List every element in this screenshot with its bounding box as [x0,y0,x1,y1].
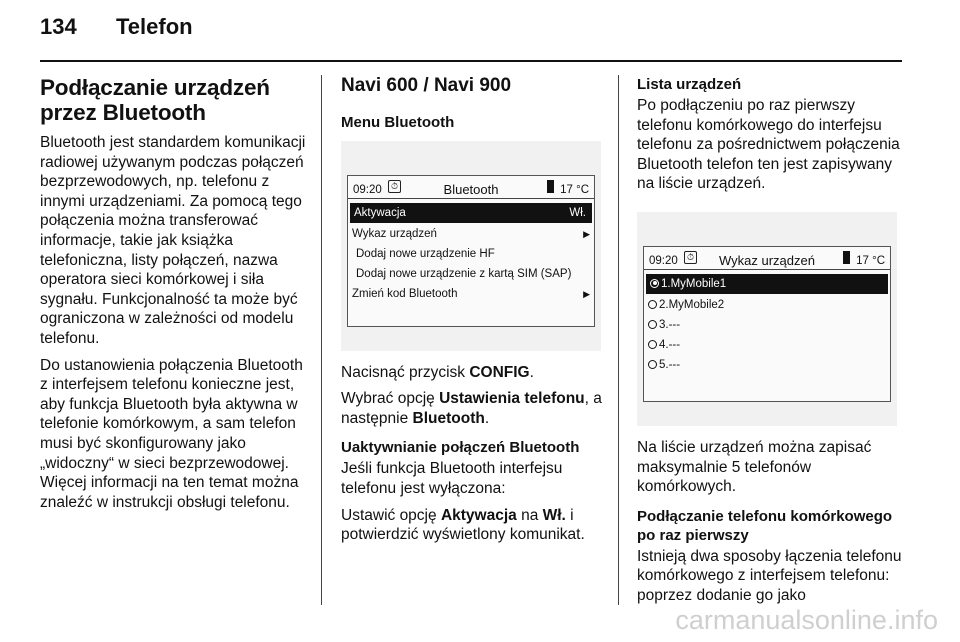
clock-icon: ⏱ [388,180,401,193]
menu-item-device-list [348,224,594,244]
lcd-display [643,246,891,402]
radio-icon [648,320,657,329]
device-item-5: 5.--- [644,355,890,375]
column-divider-1 [321,75,322,605]
instruction-config: Nacisnąć przycisk CONFIG. [341,363,534,381]
menu-item-label: Dodaj nowe urządzenie z kartą SIM (SAP) [356,267,572,280]
menu-item-label: Aktywacja [354,206,406,219]
activate-heading: Uaktywnianie połączeń Bluetooth [341,439,580,457]
bluetooth-menu-screenshot [341,141,601,351]
lcd-temperature: 17 °C [560,183,589,196]
device-item-3: 3.--- [644,315,890,335]
header-rule [40,60,902,62]
lcd-display [347,175,595,327]
phone-icon [843,251,850,264]
chevron-right-icon: ▶ [583,228,590,239]
menu-item-label: Zmień kod Bluetooth [352,287,458,300]
device-item-4: 4.--- [644,335,890,355]
navi-title: Navi 600 / Navi 900 [341,75,512,96]
column-1 [40,75,310,519]
page-number: 134 [40,14,77,39]
device-list-screenshot [637,212,897,426]
lcd-header [348,176,594,199]
bluetooth-intro-paragraph: Bluetooth jest standardem komunikacji radiowej używanym podczas połączeń bezprzewodowych, np. telefonu z innymi urządzeniami. Za pomocą tego połączenia można transferować informacje, takie jak książka telefoniczna, listy połączeń, nazwa operatora sieci komórkowej i siła sygnału. Funkcjonalność ta może być ograniczona w zależności od modelu telefonu. [40,134,306,347]
radio-icon [648,340,657,349]
device-list-heading: Lista urządzeń [637,76,742,93]
clock-icon: ⏱ [684,251,697,264]
menu-item-value: Wł. [569,206,586,219]
menu-item-add-sap [348,264,594,284]
radio-selected-icon [650,279,659,288]
menu-item-label: Dodaj nowe urządzenie HF [356,247,495,260]
bluetooth-setup-paragraph: Do ustanowienia połączenia Bluetooth z interfejsem telefonu konieczne jest, aby funkcja Bluetooth była aktywna w telefonie komórkowym, a sam telefon musi być skonfigurowany jako „widoczny“ w sieci bezprzewodowej. Więcej informacji na ten temat można znaleźć w instrukcji obsługi telefonu. [40,356,303,511]
lcd-temperature: 17 °C [856,254,885,267]
menu-item-add-hf [348,244,594,264]
column-3 [637,75,907,613]
phone-icon [547,180,554,193]
activate-condition: Jeśli funkcja Bluetooth interfejsu telefonu jest wyłączona: [341,460,563,497]
device-limit-paragraph: Na liście urządzeń można zapisać maksymalnie 5 telefonów komórkowych. [637,438,872,496]
instruction-select: Wybrać opcję Ustawienia telefonu, a następnie Bluetooth. [341,390,602,427]
lcd-time: 09:20 [353,183,382,196]
menu-item-label: Wykaz urządzeń [352,227,437,240]
device-item-1: 1.MyMobile1 [646,274,888,294]
device-list-paragraph: Po podłączeniu po raz pierwszy telefonu komórkowego do interfejsu telefonu za pośrednictwem połączenia Bluetooth telefon ten jest zapisywany na liście urządzeń. [637,97,900,193]
column-divider-2 [618,75,619,605]
lcd-title: Bluetooth [443,181,499,197]
chevron-right-icon: ▶ [583,288,590,299]
first-connect-paragraph: Istnieją dwa sposoby łączenia telefonu komórkowego z interfejsem telefonu: poprzez dodanie go jako [637,547,902,604]
lcd-header [644,247,890,270]
bluetooth-menu-subtitle: Menu Bluetooth [341,114,455,131]
column-2 [341,75,606,552]
section-title: Telefon [116,14,193,39]
menu-item-activation [350,203,592,223]
device-item-2: 2.MyMobile2 [644,295,890,315]
lcd-time: 09:20 [649,254,678,267]
activate-instruction: Ustawić opcję Aktywacja na Wł. i potwierdzić wyświetlony komunikat. [341,506,585,544]
menu-item-change-code [348,284,594,304]
watermark: carmanualsonline.info [675,605,938,635]
radio-icon [648,360,657,369]
bluetooth-section-title: Podłączanie urządzeń przez Bluetooth [40,75,270,125]
lcd-title: Wykaz urządzeń [719,252,815,268]
first-connect-heading: Podłączanie telefonu komórkowego po raz pierwszy [637,507,893,544]
radio-icon [648,300,657,309]
